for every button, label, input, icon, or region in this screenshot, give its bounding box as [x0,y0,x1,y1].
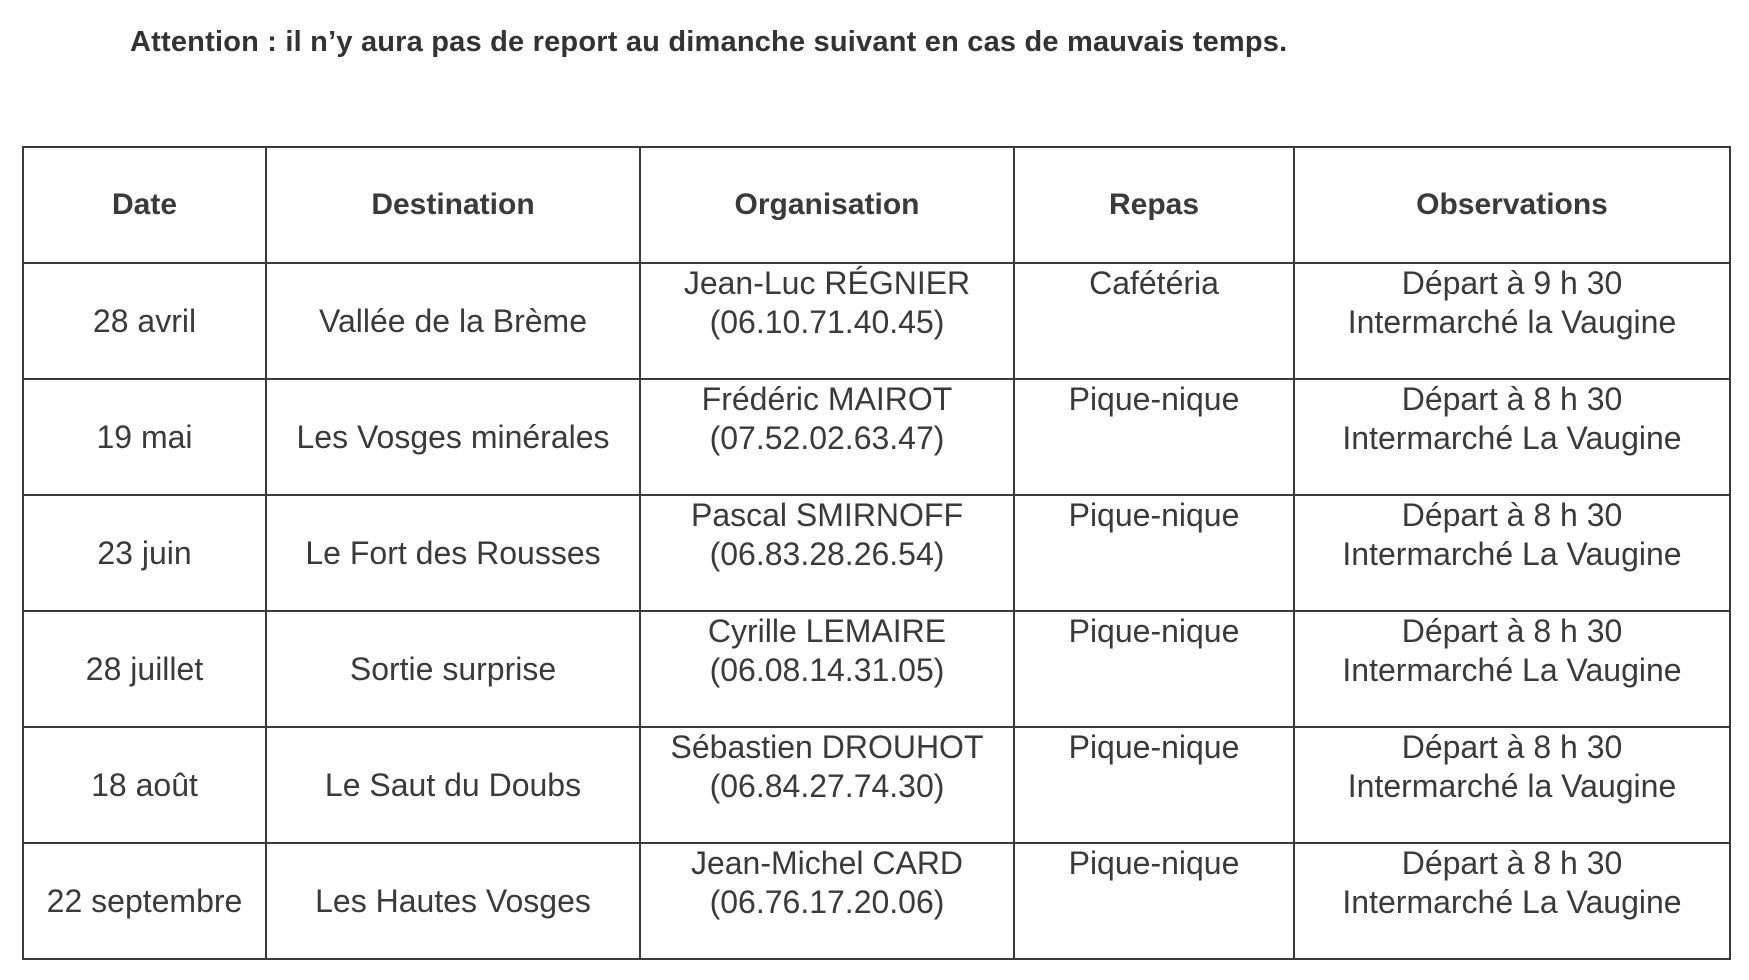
organiser-phone: (06.83.28.26.54) [709,536,945,572]
observations-cell [1294,843,1730,959]
organisation-cell [640,727,1014,843]
organiser-name: Sébastien DROUHOT [670,729,984,765]
meeting-point: Intermarché la Vaugine [1347,304,1677,340]
table-row [23,611,1730,727]
organiser-phone: (06.76.17.20.06) [709,884,945,920]
organiser-phone: (07.52.02.63.47) [709,420,945,456]
observations-cell [1294,379,1730,495]
organiser-name: Jean-Luc RÉGNIER [683,265,971,301]
date-cell: 23 juin [23,495,266,611]
meeting-point: Intermarché la Vaugine [1347,768,1677,804]
organiser-phone: (06.84.27.74.30) [709,768,945,804]
meeting-point: Intermarché La Vaugine [1342,420,1682,456]
table-header-row [23,147,1730,263]
header-repas: Repas [1014,147,1294,263]
departure-time: Départ à 8 h 30 [1401,613,1623,649]
organisation-cell [640,843,1014,959]
destination-cell: Les Hautes Vosges [266,843,640,959]
destination-cell: Sortie surprise [266,611,640,727]
organiser-name: Jean-Michel CARD [690,845,964,881]
meeting-point: Intermarché La Vaugine [1342,652,1682,688]
weather-notice: Attention : il n’y aura pas de report au dimanche suivant en cas de mauvais temps. [130,26,1288,58]
destination-cell: Les Vosges minérales [266,379,640,495]
table-row [23,843,1730,959]
date-cell: 22 septembre [23,843,266,959]
organisation-cell [640,611,1014,727]
meal-cell: Pique-nique [1014,727,1294,843]
destination-cell: Le Saut du Doubs [266,727,640,843]
meal-cell: Pique-nique [1014,495,1294,611]
organisation-cell [640,495,1014,611]
organiser-phone: (06.10.71.40.45) [709,304,945,340]
header-organisation: Organisation [640,147,1014,263]
meal-cell: Pique-nique [1014,379,1294,495]
organisation-cell [640,379,1014,495]
table-row [23,263,1730,379]
meeting-point: Intermarché La Vaugine [1342,536,1682,572]
departure-time: Départ à 8 h 30 [1401,381,1623,417]
date-cell: 19 mai [23,379,266,495]
date-cell: 18 août [23,727,266,843]
observations-cell [1294,495,1730,611]
observations-cell [1294,727,1730,843]
observations-cell [1294,263,1730,379]
outings-table [22,146,1731,960]
departure-time: Départ à 8 h 30 [1401,497,1623,533]
header-observations: Observations [1294,147,1730,263]
departure-time: Départ à 8 h 30 [1401,845,1623,881]
header-date: Date [23,147,266,263]
destination-cell: Vallée de la Brème [266,263,640,379]
meal-cell: Pique-nique [1014,843,1294,959]
departure-time: Départ à 8 h 30 [1401,729,1623,765]
organiser-name: Pascal SMIRNOFF [690,497,964,533]
destination-cell: Le Fort des Rousses [266,495,640,611]
meal-cell: Cafétéria [1014,263,1294,379]
meeting-point: Intermarché La Vaugine [1342,884,1682,920]
date-cell: 28 avril [23,263,266,379]
organiser-name: Cyrille LEMAIRE [707,613,947,649]
table-row [23,727,1730,843]
table-row [23,379,1730,495]
meal-cell: Pique-nique [1014,611,1294,727]
departure-time: Départ à 9 h 30 [1401,265,1623,301]
organiser-name: Frédéric MAIROT [701,381,953,417]
observations-cell [1294,611,1730,727]
date-cell: 28 juillet [23,611,266,727]
organisation-cell [640,263,1014,379]
header-destination: Destination [266,147,640,263]
table-row [23,495,1730,611]
organiser-phone: (06.08.14.31.05) [709,652,945,688]
